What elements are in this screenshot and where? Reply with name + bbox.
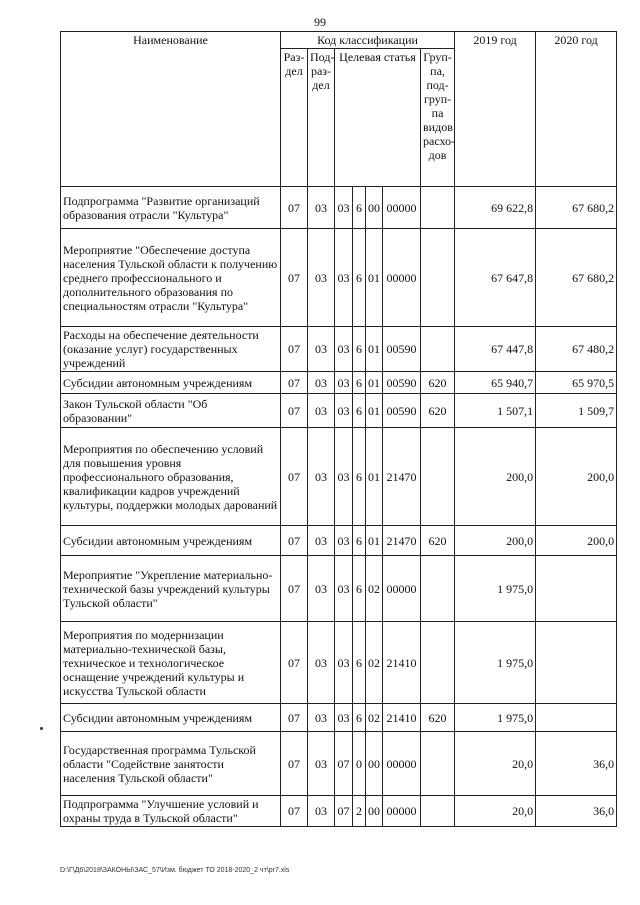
row-target-event: 02 bbox=[366, 622, 383, 704]
row-amount-2019: 20,0 bbox=[455, 796, 536, 827]
header-name: Наименование bbox=[61, 32, 281, 187]
row-target-subprogram: 6 bbox=[353, 394, 366, 428]
row-subsection: 03 bbox=[308, 704, 335, 732]
row-section: 07 bbox=[281, 556, 308, 622]
row-subsection: 03 bbox=[308, 187, 335, 229]
row-expense-group: 620 bbox=[421, 394, 455, 428]
row-name: Государственная программа Тульской области "Содействие занятости населения Тульской области" bbox=[61, 732, 281, 796]
margin-dot bbox=[40, 727, 43, 730]
row-expense-group bbox=[421, 796, 455, 827]
row-name: Подпрограмма "Развитие организаций образования отрасли "Культура" bbox=[61, 187, 281, 229]
row-subsection: 03 bbox=[308, 732, 335, 796]
row-subsection: 03 bbox=[308, 622, 335, 704]
row-amount-2020: 36,0 bbox=[536, 796, 617, 827]
row-target-subprogram: 6 bbox=[353, 229, 366, 327]
row-target-direction: 21410 bbox=[383, 704, 421, 732]
row-section: 07 bbox=[281, 327, 308, 372]
row-target-subprogram: 6 bbox=[353, 526, 366, 556]
row-amount-2019: 1 975,0 bbox=[455, 704, 536, 732]
row-target-program: 03 bbox=[335, 556, 353, 622]
row-amount-2020: 67 480,2 bbox=[536, 327, 617, 372]
row-subsection: 03 bbox=[308, 796, 335, 827]
row-target-program: 07 bbox=[335, 732, 353, 796]
header-year-2019: 2019 год bbox=[455, 32, 536, 187]
budget-table bbox=[60, 31, 617, 827]
row-expense-group bbox=[421, 327, 455, 372]
row-subsection: 03 bbox=[308, 526, 335, 556]
row-amount-2020: 1 509,7 bbox=[536, 394, 617, 428]
row-expense-group bbox=[421, 428, 455, 526]
file-path-footer: D:\Г\Д6\2018\ЗАКОНЫ\ЗАС_57\Изм. бюджет ТО 2018-2020_2 чт\pr7.xls bbox=[60, 867, 290, 874]
row-target-event: 01 bbox=[366, 428, 383, 526]
row-target-program: 03 bbox=[335, 428, 353, 526]
row-expense-group: 620 bbox=[421, 704, 455, 732]
table-row bbox=[61, 556, 617, 622]
row-name: Мероприятия по модернизации материально-технической базы, техническое и технологическое оснащение учреждений культуры и искусства Тульской области bbox=[61, 622, 281, 704]
row-expense-group bbox=[421, 622, 455, 704]
row-expense-group: 620 bbox=[421, 526, 455, 556]
table-row bbox=[61, 622, 617, 704]
row-target-subprogram: 6 bbox=[353, 622, 366, 704]
row-target-program: 03 bbox=[335, 372, 353, 394]
row-target-program: 03 bbox=[335, 704, 353, 732]
row-target-subprogram: 6 bbox=[353, 187, 366, 229]
row-amount-2020: 67 680,2 bbox=[536, 187, 617, 229]
row-target-direction: 21410 bbox=[383, 622, 421, 704]
row-expense-group bbox=[421, 187, 455, 229]
header-subsection: Под- раз- дел bbox=[308, 49, 335, 187]
row-target-event: 02 bbox=[366, 556, 383, 622]
row-subsection: 03 bbox=[308, 428, 335, 526]
row-target-direction: 00000 bbox=[383, 187, 421, 229]
row-amount-2020: 36,0 bbox=[536, 732, 617, 796]
table-row bbox=[61, 372, 617, 394]
row-target-direction: 00590 bbox=[383, 372, 421, 394]
row-target-event: 00 bbox=[366, 732, 383, 796]
row-target-subprogram: 6 bbox=[353, 556, 366, 622]
row-target-direction: 00590 bbox=[383, 327, 421, 372]
row-target-event: 01 bbox=[366, 229, 383, 327]
row-amount-2019: 67 447,8 bbox=[455, 327, 536, 372]
row-target-program: 07 bbox=[335, 796, 353, 827]
row-amount-2019: 20,0 bbox=[455, 732, 536, 796]
row-target-subprogram: 6 bbox=[353, 327, 366, 372]
row-section: 07 bbox=[281, 704, 308, 732]
header-expense-group: Груп- па, под- груп- па видов расхо- дов bbox=[421, 49, 455, 187]
row-subsection: 03 bbox=[308, 394, 335, 428]
row-target-program: 03 bbox=[335, 327, 353, 372]
row-target-direction: 00000 bbox=[383, 556, 421, 622]
table-row bbox=[61, 327, 617, 372]
row-amount-2019: 1 975,0 bbox=[455, 556, 536, 622]
row-name: Расходы на обеспечение деятельности (оказание услуг) государственных учреждений bbox=[61, 327, 281, 372]
row-section: 07 bbox=[281, 394, 308, 428]
page-number: 99 bbox=[314, 15, 326, 29]
row-target-direction: 00000 bbox=[383, 229, 421, 327]
row-target-event: 01 bbox=[366, 327, 383, 372]
row-amount-2019: 69 622,8 bbox=[455, 187, 536, 229]
row-name: Субсидии автономным учреждениям bbox=[61, 372, 281, 394]
row-target-direction: 21470 bbox=[383, 428, 421, 526]
row-section: 07 bbox=[281, 622, 308, 704]
row-amount-2019: 200,0 bbox=[455, 526, 536, 556]
row-name: Мероприятия по обеспечению условий для повышения уровня профессионального образования, квалификации кадров учреждений культуры, поддержки молодых дарований bbox=[61, 428, 281, 526]
row-amount-2019: 65 940,7 bbox=[455, 372, 536, 394]
row-target-direction: 21470 bbox=[383, 526, 421, 556]
row-name: Субсидии автономным учреждениям bbox=[61, 704, 281, 732]
table-row bbox=[61, 796, 617, 827]
row-expense-group bbox=[421, 229, 455, 327]
row-name: Мероприятие "Укрепление материально-технической базы учреждений культуры Тульской области" bbox=[61, 556, 281, 622]
row-amount-2020: 67 680,2 bbox=[536, 229, 617, 327]
row-name: Закон Тульской области "Об образовании" bbox=[61, 394, 281, 428]
row-section: 07 bbox=[281, 187, 308, 229]
row-section: 07 bbox=[281, 372, 308, 394]
row-target-event: 00 bbox=[366, 796, 383, 827]
row-expense-group bbox=[421, 556, 455, 622]
row-amount-2020: 200,0 bbox=[536, 428, 617, 526]
table-row bbox=[61, 428, 617, 526]
header-year-2020: 2020 год bbox=[536, 32, 617, 187]
row-target-program: 03 bbox=[335, 394, 353, 428]
header-section: Раз- дел bbox=[281, 49, 308, 187]
row-target-program: 03 bbox=[335, 229, 353, 327]
table-row bbox=[61, 229, 617, 327]
row-target-subprogram: 6 bbox=[353, 372, 366, 394]
row-target-direction: 00000 bbox=[383, 796, 421, 827]
table-row bbox=[61, 394, 617, 428]
row-subsection: 03 bbox=[308, 229, 335, 327]
row-section: 07 bbox=[281, 796, 308, 827]
row-target-subprogram: 6 bbox=[353, 428, 366, 526]
row-expense-group bbox=[421, 732, 455, 796]
row-expense-group: 620 bbox=[421, 372, 455, 394]
row-section: 07 bbox=[281, 526, 308, 556]
row-target-subprogram: 6 bbox=[353, 704, 366, 732]
row-amount-2020: 200,0 bbox=[536, 526, 617, 556]
table-row bbox=[61, 732, 617, 796]
row-target-subprogram: 2 bbox=[353, 796, 366, 827]
row-amount-2019: 200,0 bbox=[455, 428, 536, 526]
table-row bbox=[61, 704, 617, 732]
row-amount-2019: 1 975,0 bbox=[455, 622, 536, 704]
row-target-event: 01 bbox=[366, 372, 383, 394]
row-name: Мероприятие "Обеспечение доступа населения Тульской области к получению среднего профессионального и дополнительного образования по специальностям отрасли "Культура" bbox=[61, 229, 281, 327]
row-target-program: 03 bbox=[335, 622, 353, 704]
row-target-direction: 00000 bbox=[383, 732, 421, 796]
row-target-event: 01 bbox=[366, 394, 383, 428]
row-name: Подпрограмма "Улучшение условий и охраны труда в Тульской области" bbox=[61, 796, 281, 827]
row-amount-2020 bbox=[536, 704, 617, 732]
row-amount-2020 bbox=[536, 556, 617, 622]
row-subsection: 03 bbox=[308, 327, 335, 372]
table-row bbox=[61, 187, 617, 229]
row-target-event: 00 bbox=[366, 187, 383, 229]
row-section: 07 bbox=[281, 732, 308, 796]
row-subsection: 03 bbox=[308, 372, 335, 394]
row-amount-2019: 67 647,8 bbox=[455, 229, 536, 327]
row-target-event: 01 bbox=[366, 526, 383, 556]
row-amount-2020: 65 970,5 bbox=[536, 372, 617, 394]
row-target-program: 03 bbox=[335, 526, 353, 556]
row-target-direction: 00590 bbox=[383, 394, 421, 428]
table-row bbox=[61, 526, 617, 556]
row-amount-2020 bbox=[536, 622, 617, 704]
row-amount-2019: 1 507,1 bbox=[455, 394, 536, 428]
row-target-event: 02 bbox=[366, 704, 383, 732]
header-code-group: Код классификации bbox=[281, 32, 455, 49]
row-target-program: 03 bbox=[335, 187, 353, 229]
row-subsection: 03 bbox=[308, 556, 335, 622]
header-target: Целевая статья bbox=[335, 49, 421, 187]
row-section: 07 bbox=[281, 229, 308, 327]
row-section: 07 bbox=[281, 428, 308, 526]
row-target-subprogram: 0 bbox=[353, 732, 366, 796]
row-name: Субсидии автономным учреждениям bbox=[61, 526, 281, 556]
